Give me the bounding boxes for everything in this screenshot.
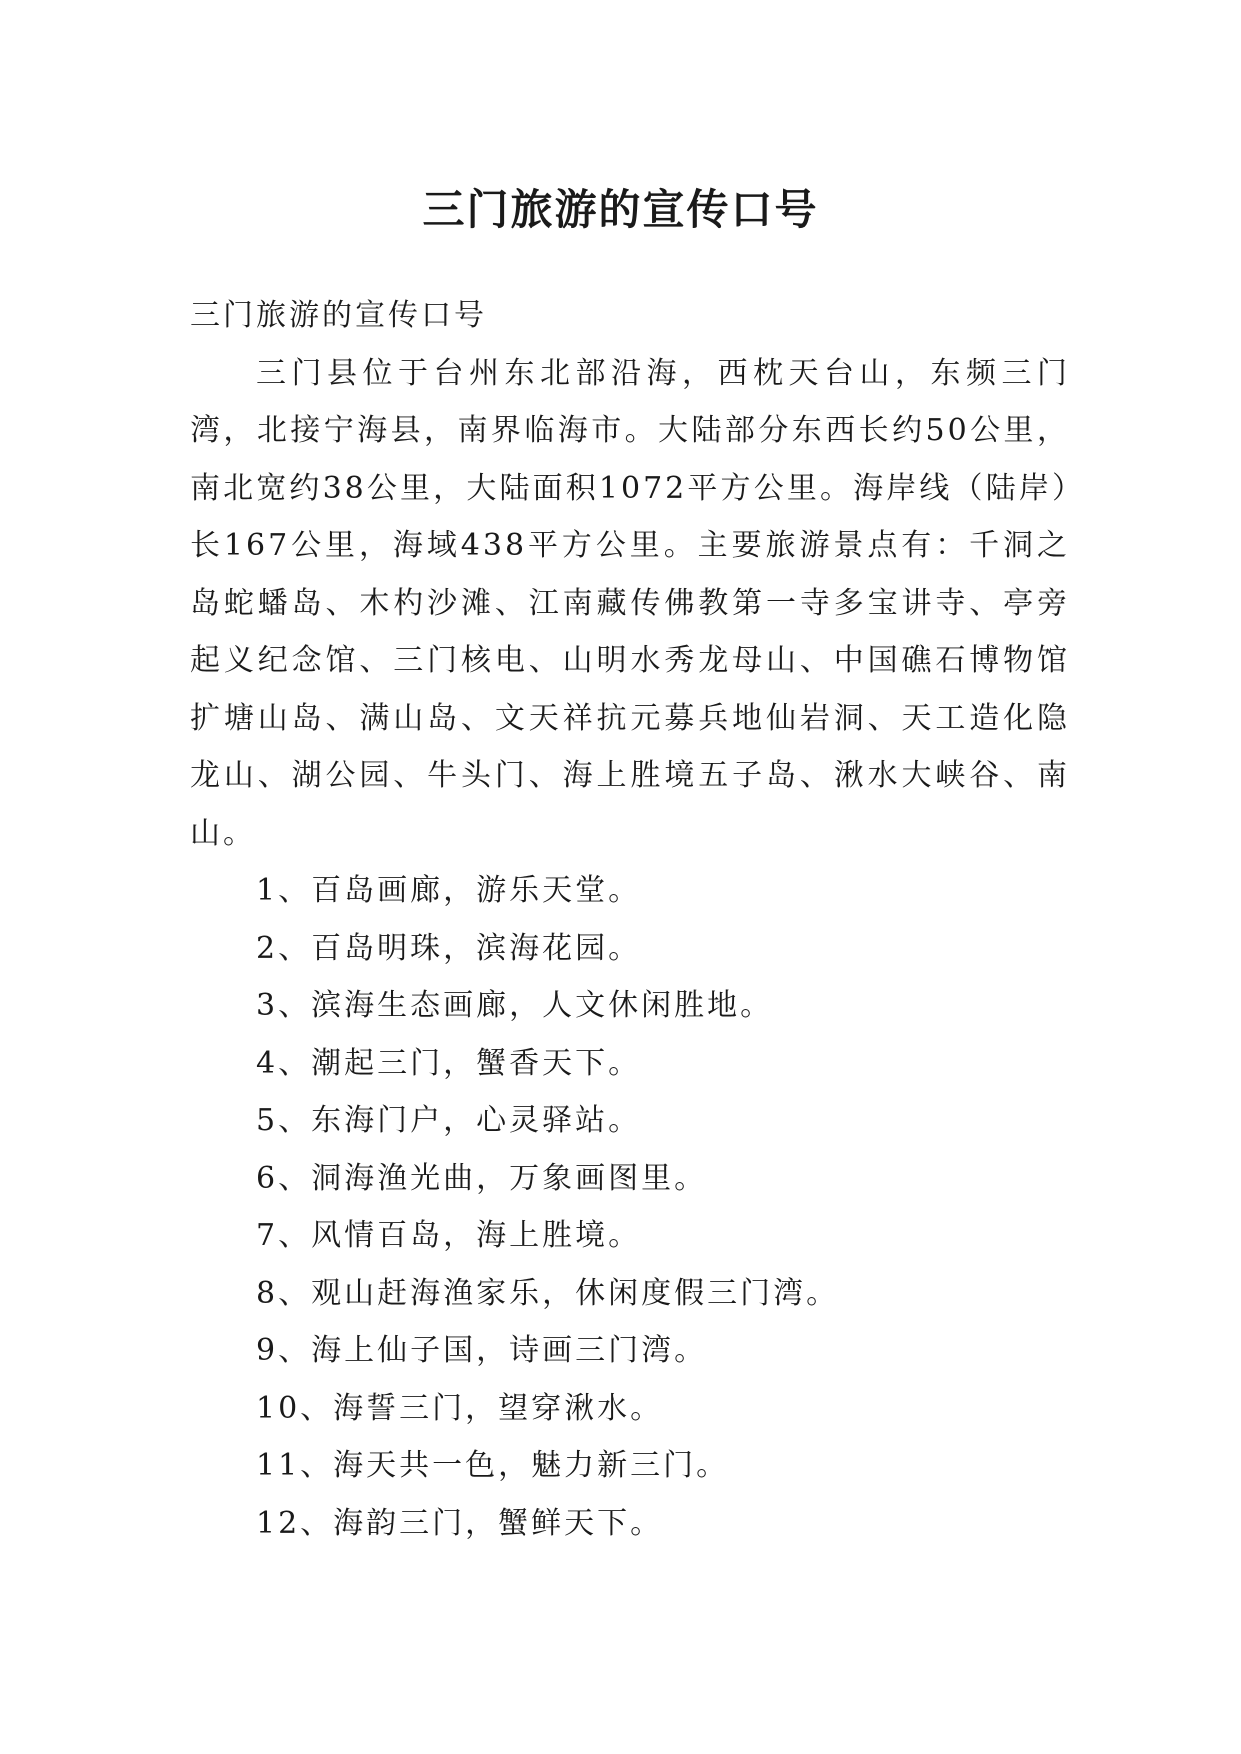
slogan-list (190, 862, 1070, 1552)
document-body (190, 287, 1070, 1552)
slogan-item: 8、观山赶海渔家乐，休闲度假三门湾。 (256, 1275, 840, 1311)
slogan-item: 4、潮起三门，蟹香天下。 (256, 1045, 642, 1081)
intro-paragraph: 三门县位于台州东北部沿海，西枕天台山，东频三门湾，北接宁海县，南界临海市。大陆部分东西长约50公里，南北宽约38公里，大陆面积1072平方公里。海岸线（陆岸）长167公里，海域438平方公里。主要旅游景点有：千洞之岛蛇蟠岛、木杓沙滩、江南藏传佛教第一寺多宝讲寺、亭旁起义纪念馆、三门核电、山明水秀龙母山、中国礁石博物馆扩塘山岛、满山岛、文天祥抗元募兵地仙岩洞、天工造化隐龙山、湖公园、牛头门、海上胜境五子岛、湫水大峡谷、南山。 (190, 355, 1070, 851)
slogan-item: 3、滨海生态画廊，人文休闲胜地。 (256, 988, 774, 1023)
slogan-item: 7、风情百岛，海上胜境。 (256, 1218, 642, 1253)
document-title: 三门旅游的宣传口号 (422, 185, 819, 235)
slogan-item: 6、洞海渔光曲，万象画图里。 (256, 1160, 708, 1196)
slogan-item: 5、东海门户，心灵驿站。 (256, 1103, 642, 1138)
slogan-item: 10、海誓三门，望穿湫水。 (256, 1390, 664, 1426)
slogan-item: 1、百岛画廊，游乐天堂。 (256, 873, 642, 908)
slogan-item: 12、海韵三门，蟹鲜天下。 (256, 1505, 664, 1541)
slogan-item: 9、海上仙子国，诗画三门湾。 (256, 1333, 708, 1368)
document-subtitle: 三门旅游的宣传口号 (190, 298, 487, 333)
slogan-item: 2、百岛明珠，滨海花园。 (256, 930, 642, 966)
slogan-item: 11、海天共一色，魅力新三门。 (256, 1448, 730, 1483)
